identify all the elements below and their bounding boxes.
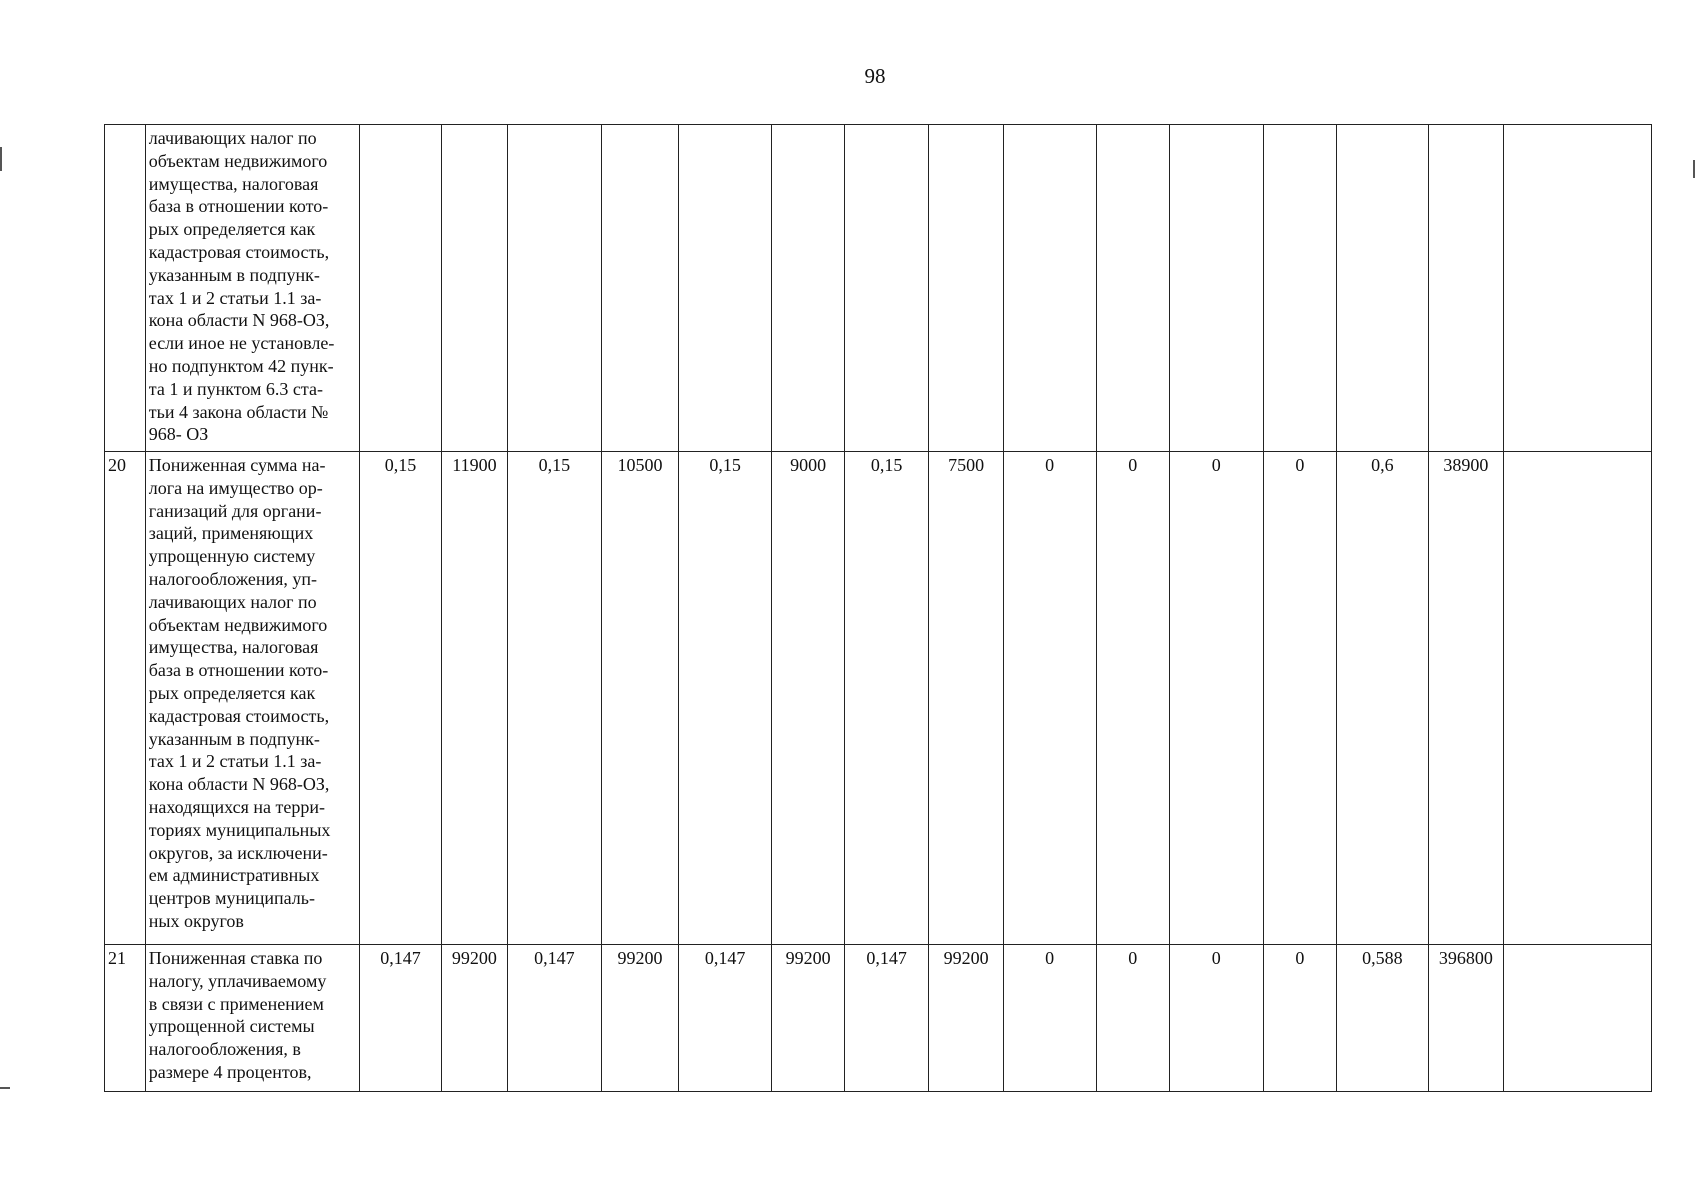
- value-cell: 0,147: [678, 945, 772, 1092]
- value-cell: 0,588: [1337, 945, 1429, 1092]
- value-cell: [1504, 125, 1652, 452]
- value-cell: 99200: [602, 945, 678, 1092]
- value-cell: 0: [1096, 945, 1169, 1092]
- description-line: упрощенной системы: [148, 1016, 315, 1037]
- value-cell: [1096, 125, 1169, 452]
- description-line: ных округов: [148, 910, 244, 931]
- table-row: [105, 945, 1652, 1092]
- page-number: 98: [864, 64, 886, 88]
- value-cell: 99200: [772, 945, 844, 1092]
- description-line: объектам недвижимого: [148, 614, 328, 635]
- value-cell: 0: [1263, 945, 1336, 1092]
- description-line: центров муниципаль-: [148, 888, 315, 909]
- value-cell: 0,15: [507, 452, 602, 945]
- description-line: имущества, налоговая: [148, 173, 319, 194]
- value-cell: [1337, 125, 1429, 452]
- scan-mark-bottom-left: [0, 1087, 10, 1089]
- description-line: ториях муниципальных: [148, 819, 331, 840]
- description-line: лачивающих налог по: [148, 128, 317, 148]
- description-line: но подпунктом 42 пунк-: [148, 355, 334, 376]
- description-line: лачивающих налог по: [148, 591, 317, 612]
- description-line: округов, за исключени-: [148, 842, 328, 863]
- value-cell: 396800: [1428, 945, 1503, 1092]
- value-cell: 0: [1169, 945, 1263, 1092]
- description-line: кона области N 968-ОЗ,: [148, 310, 330, 331]
- description-line: объектам недвижимого: [148, 150, 328, 171]
- description-line: находящихся на терри-: [148, 796, 325, 817]
- value-cell: 10500: [602, 452, 678, 945]
- description-line: Пониженная сумма на-: [148, 455, 326, 475]
- value-cell: [929, 125, 1003, 452]
- description-cell: [145, 452, 359, 945]
- value-cell: 0: [1003, 945, 1096, 1092]
- description-line: рых определяется как: [148, 219, 316, 240]
- description-line: в связи с применением: [148, 993, 324, 1014]
- value-cell: [1504, 945, 1652, 1092]
- description-line: указанным в подпунк-: [148, 264, 320, 285]
- description-line: упрощенную систему: [148, 546, 316, 567]
- description-line: тах 1 и 2 статьи 1.1 за-: [148, 751, 322, 772]
- value-cell: 0,15: [359, 452, 442, 945]
- description-line: ем административных: [148, 865, 320, 886]
- description-line: база в отношении кото-: [148, 660, 329, 681]
- value-cell: [507, 125, 602, 452]
- description-line: размере 4 процентов,: [148, 1061, 312, 1082]
- value-cell: [602, 125, 678, 452]
- value-cell: 99200: [929, 945, 1003, 1092]
- value-cell: 38900: [1428, 452, 1503, 945]
- value-cell: [1169, 125, 1263, 452]
- value-cell: [844, 125, 929, 452]
- description-line: имущества, налоговая: [148, 637, 319, 658]
- description-line: тах 1 и 2 статьи 1.1 за-: [148, 287, 322, 308]
- value-cell: [678, 125, 772, 452]
- value-cell: [1003, 125, 1096, 452]
- value-cell: 0: [1263, 452, 1336, 945]
- scan-mark-left: [0, 147, 2, 171]
- table-row: [105, 452, 1652, 945]
- value-cell: 0: [1003, 452, 1096, 945]
- description-line: лога на имущество ор-: [148, 477, 323, 498]
- table-row: [105, 125, 1652, 452]
- description-line: та 1 и пунктом 6.3 ста-: [148, 378, 323, 399]
- value-cell: 9000: [772, 452, 844, 945]
- row-number-cell: 20: [105, 452, 146, 945]
- value-cell: 0: [1169, 452, 1263, 945]
- row-number-cell: [105, 125, 146, 452]
- value-cell: 99200: [442, 945, 507, 1092]
- value-cell: [1504, 452, 1652, 945]
- description-line: кадастровая стоимость,: [148, 705, 330, 726]
- value-cell: 0,147: [507, 945, 602, 1092]
- value-cell: 0: [1096, 452, 1169, 945]
- description-line: Пониженная ставка по: [148, 948, 323, 968]
- value-cell: [442, 125, 507, 452]
- description-line: если иное не установле-: [148, 333, 335, 354]
- value-cell: [359, 125, 442, 452]
- description-line: налогообложения, в: [148, 1039, 301, 1060]
- description-line: 968- ОЗ: [148, 424, 209, 445]
- value-cell: 0,6: [1337, 452, 1429, 945]
- description-line: налогообложения, уп-: [148, 568, 318, 589]
- description-line: ганизаций для органи-: [148, 500, 322, 521]
- value-cell: 0,147: [844, 945, 929, 1092]
- value-cell: 7500: [929, 452, 1003, 945]
- value-cell: 11900: [442, 452, 507, 945]
- description-line: налогу, уплачиваемому: [148, 970, 327, 991]
- description-line: база в отношении кото-: [148, 196, 329, 217]
- tax-benefits-table: [104, 124, 1652, 1092]
- description-line: кона области N 968-ОЗ,: [148, 774, 330, 795]
- description-line: тьи 4 закона области №: [148, 401, 329, 422]
- value-cell: [1263, 125, 1336, 452]
- description-line: рых определяется как: [148, 682, 316, 703]
- value-cell: [1428, 125, 1503, 452]
- description-line: указанным в подпунк-: [148, 728, 320, 749]
- description-line: заций, применяющих: [148, 523, 314, 544]
- value-cell: 0,15: [844, 452, 929, 945]
- row-number-cell: 21: [105, 945, 146, 1092]
- scan-mark-right: [1693, 160, 1695, 178]
- value-cell: 0,147: [359, 945, 442, 1092]
- value-cell: 0,15: [678, 452, 772, 945]
- description-cell: [145, 945, 359, 1092]
- value-cell: [772, 125, 844, 452]
- description-cell: [145, 125, 359, 452]
- description-line: кадастровая стоимость,: [148, 241, 330, 262]
